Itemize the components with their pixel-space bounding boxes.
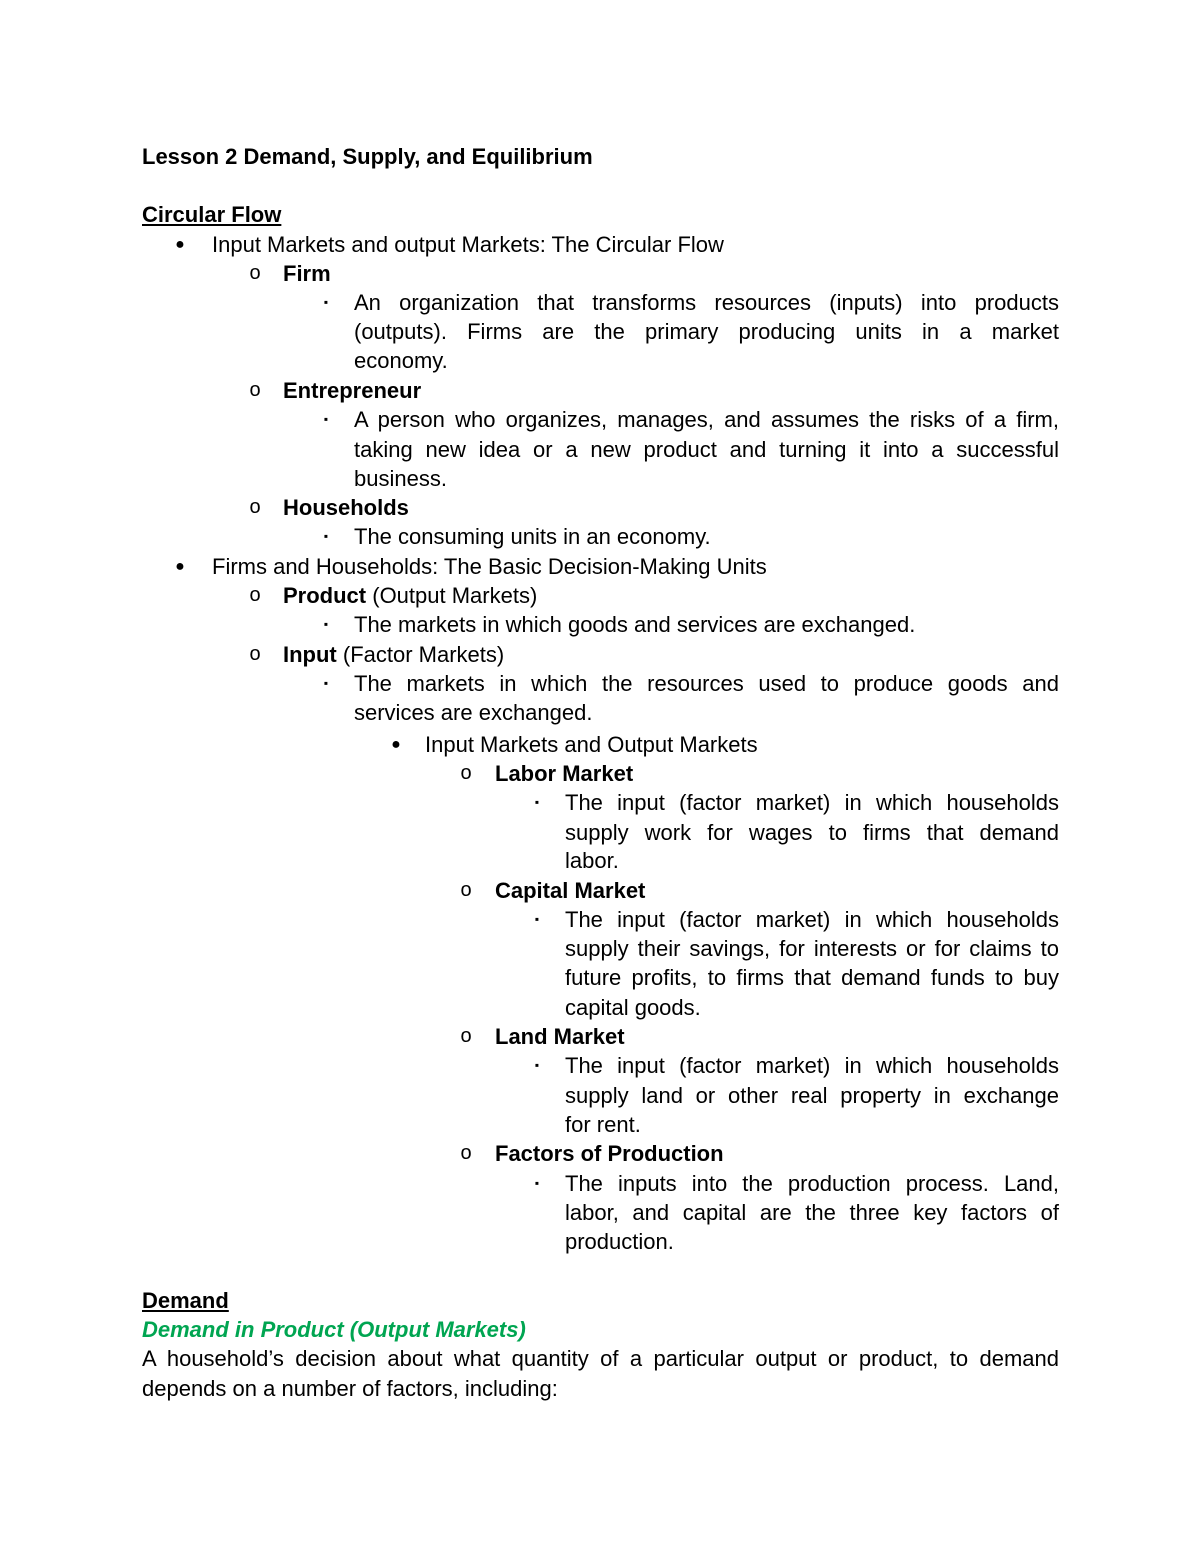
term-product-line	[283, 581, 537, 610]
term-firm: Firm	[283, 261, 331, 286]
bullet-square-icon: ▪	[534, 1176, 540, 1190]
bullet-square-icon: ▪	[323, 295, 329, 309]
definition-line: The markets in which goods and services are exchanged.	[354, 612, 916, 637]
definition-line: The inputs into the production process. Land,	[565, 1171, 1059, 1196]
term-input-line	[283, 640, 504, 669]
definition-line: business.	[354, 466, 447, 491]
bullet-circle-icon: o	[249, 379, 261, 401]
bullet-disc-icon: ●	[175, 236, 185, 253]
bullet-square-icon: ▪	[534, 795, 540, 809]
bullet-disc-icon: ●	[175, 558, 185, 575]
term-factors-of-production: Factors of Production	[495, 1141, 724, 1166]
bullet-circle-icon: o	[460, 1025, 472, 1047]
definition-line: labor.	[565, 848, 619, 873]
term-land-market: Land Market	[495, 1024, 625, 1049]
definition-line: The input (factor market) in which households	[565, 1053, 1059, 1078]
definition-line: capital goods.	[565, 995, 701, 1020]
definition-line: production.	[565, 1229, 674, 1254]
definition-line: economy.	[354, 348, 448, 373]
definition-line: The markets in which the resources used to produce goods and	[354, 671, 1059, 696]
definition-line: The input (factor market) in which households	[565, 790, 1059, 815]
definition-line: supply land or other real property in exchange	[565, 1083, 1059, 1108]
definition-line: for rent.	[565, 1112, 641, 1137]
bullet-circle-icon: o	[249, 496, 261, 518]
definition-line: future profits, to firms that demand funds to buy	[565, 965, 1059, 990]
bullet-square-icon: ▪	[534, 912, 540, 926]
bullet-circle-icon: o	[249, 584, 261, 606]
bullet-circle-icon: o	[249, 643, 261, 665]
term-product: Product	[283, 583, 367, 608]
term-input-suffix: (Factor Markets)	[336, 642, 505, 667]
section-heading-demand: Demand	[142, 1288, 229, 1313]
list-item-input-output-markets: Input Markets and Output Markets	[425, 732, 758, 757]
definition-line: labor, and capital are the three key factors of	[565, 1200, 1059, 1225]
definition-line: (outputs). Firms are the primary producing units in a market	[354, 319, 1059, 344]
term-input: Input	[283, 642, 337, 667]
bullet-circle-icon: o	[460, 1142, 472, 1164]
bullet-square-icon: ▪	[323, 529, 329, 543]
bullet-circle-icon: o	[249, 262, 261, 284]
term-households: Households	[283, 495, 409, 520]
definition-line: An organization that transforms resources (inputs) into products	[354, 290, 1059, 315]
term-entrepreneur: Entrepreneur	[283, 378, 422, 403]
section-heading-circular-flow: Circular Flow	[142, 202, 282, 227]
definition-line: The input (factor market) in which households	[565, 907, 1059, 932]
paragraph-line: depends on a number of factors, including:	[142, 1376, 558, 1401]
bullet-disc-icon: ●	[391, 736, 401, 753]
definition-line: A person who organizes, manages, and assumes the risks of a firm,	[354, 407, 1059, 432]
definition-line: The consuming units in an economy.	[354, 524, 711, 549]
paragraph-line: A household’s decision about what quantity of a particular output or product, to demand	[142, 1346, 1059, 1371]
bullet-square-icon: ▪	[323, 676, 329, 690]
term-capital-market: Capital Market	[495, 878, 646, 903]
bullet-circle-icon: o	[460, 762, 472, 784]
list-item-decision-units: Firms and Households: The Basic Decision-Making Units	[212, 554, 767, 579]
definition-line: taking new idea or a new product and turning it into a successful	[354, 437, 1059, 462]
definition-line: supply work for wages to firms that demand	[565, 820, 1059, 845]
bullet-square-icon: ▪	[323, 617, 329, 631]
bullet-square-icon: ▪	[323, 412, 329, 426]
definition-line: services are exchanged.	[354, 700, 593, 725]
definition-line: supply their savings, for interests or for claims to	[565, 936, 1059, 961]
bullet-circle-icon: o	[460, 879, 472, 901]
term-product-suffix: (Output Markets)	[366, 583, 538, 608]
document-title: Lesson 2 Demand, Supply, and Equilibrium	[142, 144, 593, 169]
list-item-circular-flow: Input Markets and output Markets: The Circular Flow	[212, 232, 724, 257]
term-labor-market: Labor Market	[495, 761, 634, 786]
subheading-demand-in-product: Demand in Product (Output Markets)	[142, 1317, 526, 1342]
bullet-square-icon: ▪	[534, 1058, 540, 1072]
